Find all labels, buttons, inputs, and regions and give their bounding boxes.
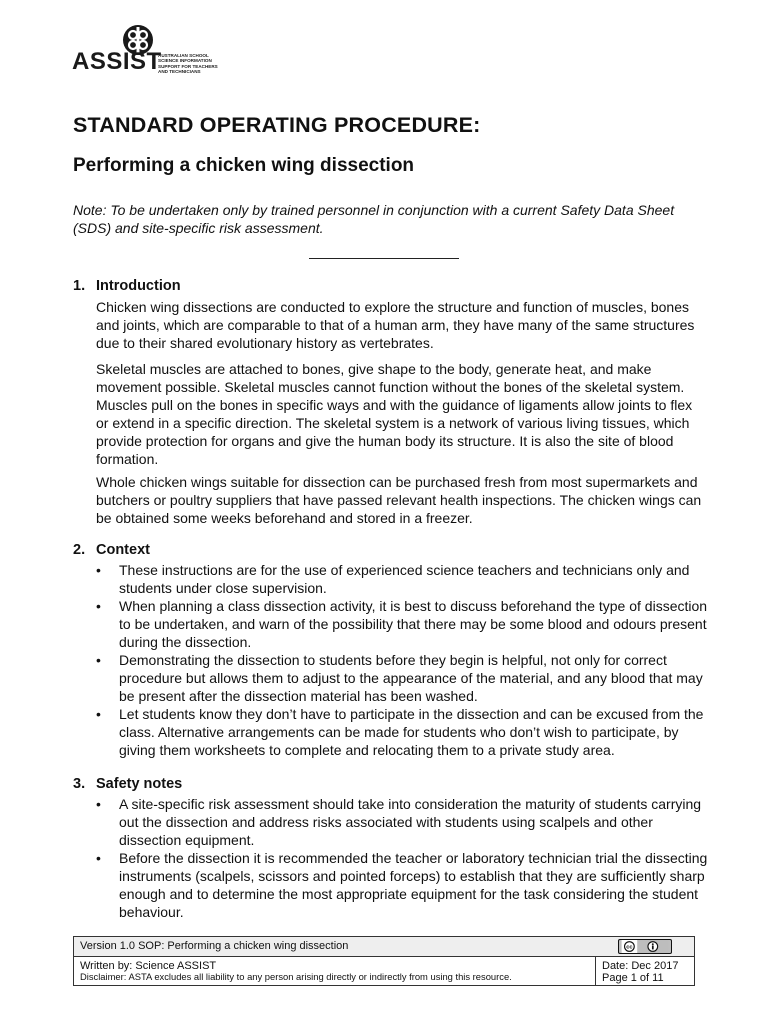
page-footer bbox=[73, 936, 695, 986]
section-heading-context bbox=[73, 541, 150, 559]
footer-author: Written by: Science ASSIST bbox=[80, 960, 217, 972]
section-number: 1. bbox=[73, 278, 86, 294]
bullet-icon: • bbox=[96, 652, 101, 668]
assist-logo bbox=[72, 24, 232, 78]
safety-note: Note: To be undertaken only by trained personnel in conjunction with a current Safety Data Sheet (SDS) and site-specific risk assessment. bbox=[73, 202, 675, 236]
bullet-icon: • bbox=[96, 562, 101, 578]
list-item-text: When planning a class dissection activity, it is best to discuss beforehand the type of dissection to be undertaken, and warn of the possibility that there may be some blood and odours present during the dissection. bbox=[119, 598, 708, 650]
intro-paragraph-1: Chicken wing dissections are conducted to explore the structure and function of muscles, bones and joints, which are comparable to that of a human arm, they have many of the same structures due to their shared evolutionary history as vertebrates. bbox=[96, 299, 695, 351]
context-bullet-list bbox=[96, 561, 708, 759]
logo-tagline: AUSTRALIAN SCHOOL SCIENCE INFORMATION SUPPORT FOR TEACHERS AND TECHNICIANS bbox=[158, 53, 218, 74]
footer-meta bbox=[596, 937, 694, 985]
section-number: 2. bbox=[73, 542, 86, 558]
footer-info bbox=[74, 937, 596, 985]
list-item bbox=[96, 705, 708, 759]
bullet-icon: • bbox=[96, 706, 101, 722]
section-title: Introduction bbox=[96, 278, 181, 294]
bullet-icon: • bbox=[96, 850, 101, 866]
footer-page-number: Page 1 of 11 bbox=[602, 972, 664, 984]
list-item bbox=[96, 651, 708, 705]
intro-paragraph-2: Skeletal muscles are attached to bones, give shape to the body, generate heat, and make movement possible. Skeletal muscles cannot function without the bones of the skeletal system. Muscles pull on the bones in specific ways and with the guidance of ligaments allow joints to flex or extend in a specific direction. The skeletal system is a network of various living tissues, which provide protection for organs and give the human body its structure. It is also the site of blood formation. bbox=[96, 361, 693, 467]
footer-date: Date: Dec 2017 bbox=[602, 960, 679, 972]
list-item-text: A site-specific risk assessment should take into consideration the maturity of students carrying out the dissection and address risks associated with students using scalpels and other dissection equipment. bbox=[119, 796, 702, 848]
section-title: Safety notes bbox=[96, 776, 183, 792]
svg-text:cc: cc bbox=[626, 944, 633, 951]
footer-version: Version 1.0 SOP: Performing a chicken wing dissection bbox=[74, 937, 596, 957]
footer-disclaimer: Disclaimer: ASTA excludes all liability to any person arising directly or indirectly from using this resource. bbox=[80, 971, 512, 982]
list-item bbox=[96, 795, 708, 849]
list-item bbox=[96, 849, 708, 921]
section-heading-safety bbox=[73, 775, 182, 793]
list-item-text: Let students know they don’t have to participate in the dissection and can be excused from the class. Alternative arrangements can be made for students who don’t wish to participate, by giving them worksheets to complete and relocating them to a private study area. bbox=[119, 706, 704, 758]
intro-paragraph-3: Whole chicken wings suitable for dissection can be purchased fresh from most supermarkets and butchers or poultry suppliers that have passed relevant health inspections. The chicken wings can be obtained some weeks beforehand and stored in a freezer. bbox=[96, 474, 702, 526]
list-item bbox=[96, 597, 708, 651]
list-item bbox=[96, 561, 708, 597]
bullet-icon: • bbox=[96, 598, 101, 614]
divider-rule bbox=[309, 258, 459, 259]
list-item-text: Demonstrating the dissection to students before they begin is helpful, not only for correct procedure but allows them to adjust to the appearance of the material, and any blood that may be present after the dissection material has been washed. bbox=[119, 652, 703, 704]
logo-wordmark: ASSIST bbox=[72, 48, 162, 75]
document-subtitle: Performing a chicken wing dissection bbox=[73, 155, 415, 176]
section-title: Context bbox=[96, 542, 150, 558]
list-item-text: Before the dissection it is recommended the teacher or laboratory technician trial the dissecting instruments (scalpels, scissors and pointed forceps) to establish that they are sufficiently sharp enough and to determine the most appropriate equipment for the task considering the student behaviour. bbox=[119, 850, 708, 920]
footer-license-row bbox=[596, 937, 694, 957]
section-number: 3. bbox=[73, 776, 86, 792]
bullet-icon: • bbox=[96, 796, 101, 812]
creative-commons-by-icon bbox=[618, 939, 672, 954]
list-item-text: These instructions are for the use of experienced science teachers and technicians only and students under close supervision. bbox=[119, 562, 690, 596]
safety-bullet-list bbox=[96, 795, 708, 921]
document-title: STANDARD OPERATING PROCEDURE: bbox=[73, 113, 481, 137]
section-heading-introduction bbox=[73, 277, 181, 295]
